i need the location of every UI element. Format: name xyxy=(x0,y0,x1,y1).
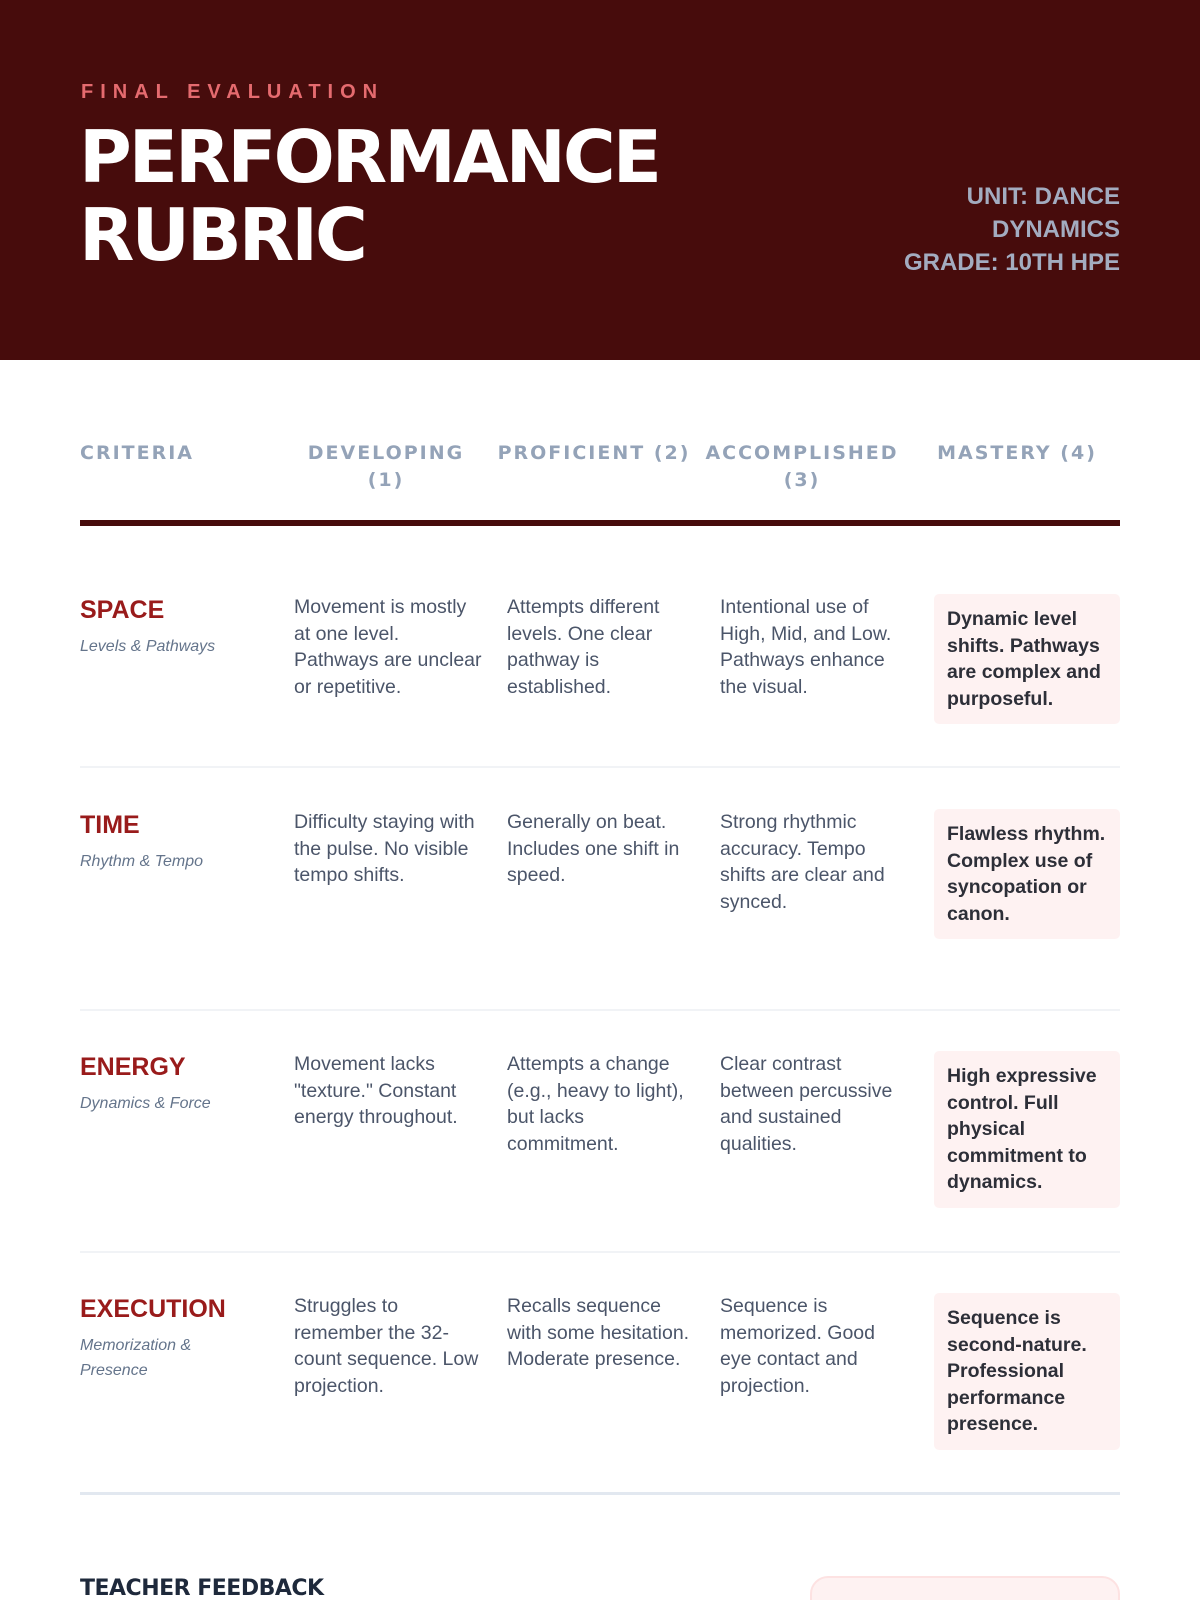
title-line-1: PERFORMANCE xyxy=(79,115,659,199)
accomplished-cell: Intentional use of High, Mid, and Low. Pathways enhance the visual. xyxy=(720,596,892,698)
column-header-mastery: MASTERY (4) xyxy=(937,442,1097,464)
mastery-cell: Dynamic level shifts. Pathways are complex and purposeful. xyxy=(934,594,1120,724)
column-header-proficient: PROFICIENT (2) xyxy=(497,442,691,464)
page-title xyxy=(79,115,779,277)
table-row xyxy=(80,1293,1120,1493)
table-bottom-divider xyxy=(80,1492,1120,1495)
developing-cell: Difficulty staying with the pulse. No visible tempo shifts. xyxy=(294,811,475,887)
criteria-name: TIME xyxy=(80,811,140,839)
grade-line: GRADE: 10TH HPE xyxy=(903,249,1120,276)
mastery-cell: Flawless rhythm. Complex use of syncopation or canon. xyxy=(934,809,1120,939)
teacher-feedback-heading: TEACHER FEEDBACK xyxy=(80,1576,324,1600)
developing-cell: Movement is mostly at one level. Pathways are unclear or repetitive. xyxy=(294,596,482,698)
table-row xyxy=(80,809,1120,1011)
mastery-cell: High expressive control. Full physical commitment to dynamics. xyxy=(934,1051,1120,1208)
criteria-subtitle: Memorization & Presence xyxy=(80,1337,192,1379)
table-header xyxy=(80,440,1120,526)
unit-line-1: UNIT: DANCE xyxy=(966,183,1120,210)
table-row xyxy=(80,594,1120,768)
proficient-cell: Generally on beat. Includes one shift in speed. xyxy=(507,811,680,887)
column-header-accomplished: ACCOMPLISHED (3) xyxy=(705,442,899,491)
column-header-criteria: CRITERIA xyxy=(80,442,194,464)
developing-cell: Movement lacks "texture." Constant energy throughout. xyxy=(294,1053,458,1129)
eyebrow-label: FINAL EVALUATION xyxy=(81,81,385,103)
mastery-cell: Sequence is second-nature. Professional performance presence. xyxy=(934,1293,1120,1450)
score-box xyxy=(810,1576,1120,1600)
criteria-subtitle: Dynamics & Force xyxy=(80,1095,211,1112)
unit-grade-meta xyxy=(880,180,1120,279)
criteria-name: SPACE xyxy=(80,596,165,624)
criteria-name: EXECUTION xyxy=(80,1295,226,1323)
proficient-cell: Attempts different levels. One clear pathway is established. xyxy=(507,596,660,698)
column-header-developing: DEVELOPING (1) xyxy=(307,442,465,491)
proficient-cell: Attempts a change (e.g., heavy to light), but lacks commitment. xyxy=(507,1053,684,1155)
criteria-subtitle: Rhythm & Tempo xyxy=(80,853,204,870)
accomplished-cell: Strong rhythmic accuracy. Tempo shifts are clear and synced. xyxy=(720,811,885,913)
page-header xyxy=(0,0,1200,360)
criteria-subtitle: Levels & Pathways xyxy=(80,638,216,655)
developing-cell: Struggles to remember the 32-count sequence. Low projection. xyxy=(294,1295,479,1397)
accomplished-cell: Clear contrast between percussive and sustained qualities. xyxy=(720,1053,893,1155)
unit-line-2: DYNAMICS xyxy=(991,216,1120,243)
accomplished-cell: Sequence is memorized. Good eye contact and projection. xyxy=(720,1295,875,1397)
criteria-name: ENERGY xyxy=(80,1053,186,1081)
proficient-cell: Recalls sequence with some hesitation. Moderate presence. xyxy=(507,1295,690,1371)
title-line-2: RUBRIC xyxy=(79,193,365,277)
table-row xyxy=(80,1051,1120,1253)
